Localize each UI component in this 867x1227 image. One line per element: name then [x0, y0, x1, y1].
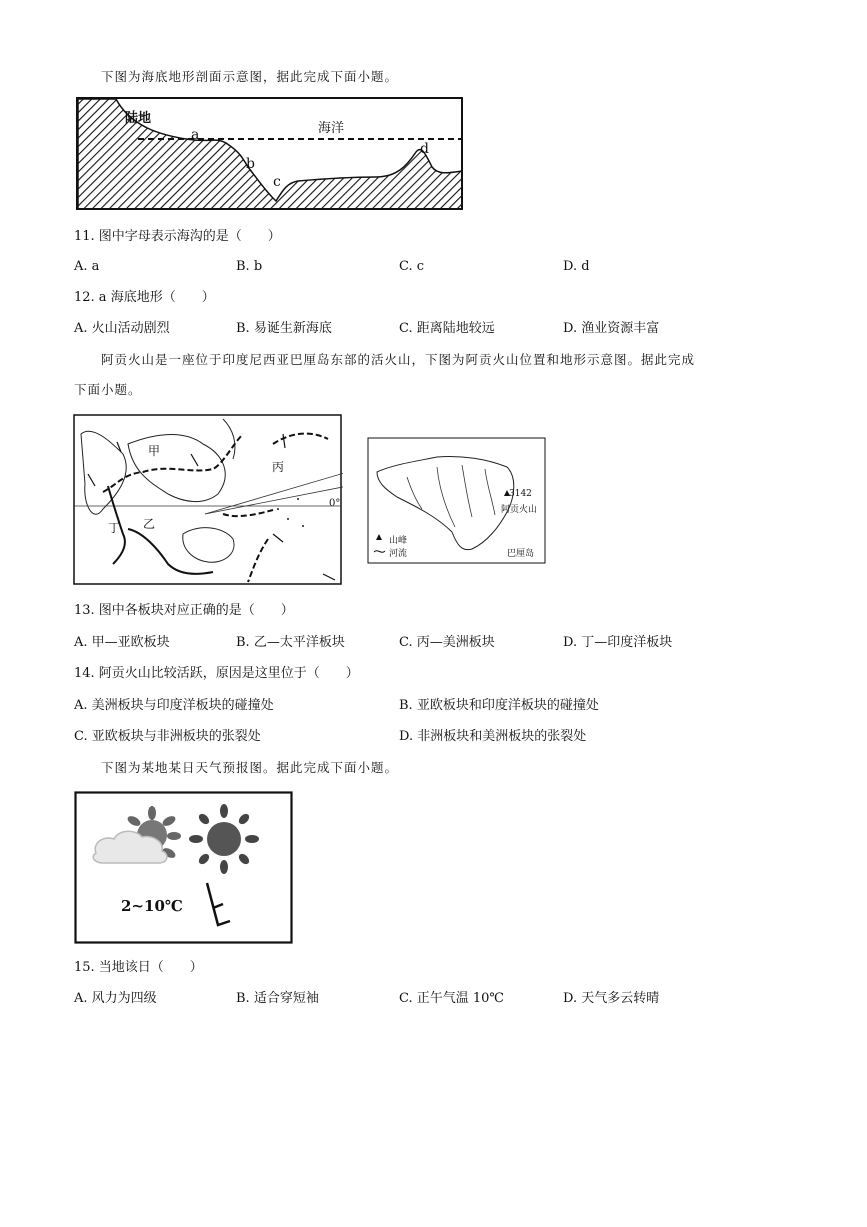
- peak-elevation: 3142: [509, 489, 532, 499]
- q13-option-a[interactable]: A. 甲—亚欧板块: [74, 635, 170, 650]
- q13-option-c[interactable]: C. 丙—美洲板块: [399, 635, 495, 650]
- legend-peak: 山峰: [389, 536, 408, 546]
- q11-stem: 11. 图中字母表示海沟的是（ ）: [74, 229, 281, 244]
- q11-option-c[interactable]: C. c: [399, 259, 425, 274]
- intro-text-1: 下图为海底地形剖面示意图，据此完成下面小题。: [101, 69, 399, 84]
- q11-option-d[interactable]: D. d: [563, 259, 590, 274]
- q13-option-d[interactable]: D. 丁—印度洋板块: [563, 635, 673, 650]
- q12-option-b[interactable]: B. 易诞生新海底: [236, 321, 332, 336]
- q15-stem: 15. 当地该日（ ）: [74, 960, 203, 975]
- q12-option-d[interactable]: D. 渔业资源丰富: [563, 321, 660, 336]
- q11-option-a[interactable]: A. a: [74, 259, 100, 274]
- volcano-label: 阿贡火山: [501, 505, 538, 515]
- q14-option-b[interactable]: B. 亚欧板块和印度洋板块的碰撞处: [399, 698, 599, 713]
- plate-label-jia: 甲: [148, 444, 161, 458]
- plate-map-figure: [73, 414, 343, 586]
- q14-option-a[interactable]: A. 美洲板块与印度洋板块的碰撞处: [74, 698, 274, 713]
- island-label: 巴厘岛: [507, 549, 535, 559]
- q13-option-b[interactable]: B. 乙—太平洋板块: [236, 635, 345, 650]
- plate-label-yi: 乙: [143, 517, 156, 531]
- legend-river: 河流: [389, 549, 408, 559]
- intro-text-3: 下图为某地某日天气预报图。据此完成下面小题。: [101, 760, 399, 775]
- equator-label: 0°: [329, 498, 341, 509]
- q14-option-d[interactable]: D. 非洲板块和美洲板块的张裂处: [399, 729, 587, 744]
- label-b: b: [246, 156, 255, 172]
- q15-option-d[interactable]: D. 天气多云转晴: [563, 991, 660, 1006]
- q15-option-b[interactable]: B. 适合穿短袖: [236, 991, 319, 1006]
- q12-option-c[interactable]: C. 距离陆地较远: [399, 321, 495, 336]
- label-d: d: [420, 141, 429, 157]
- weather-forecast-figure: [74, 791, 293, 944]
- plate-label-ding: 丁: [108, 521, 121, 535]
- q11-option-b[interactable]: B. b: [236, 259, 263, 274]
- temperature-range: 2~10℃: [121, 897, 183, 915]
- q14-stem: 14. 阿贡火山比较活跃，原因是这里位于（ ）: [74, 666, 359, 681]
- q12-option-a[interactable]: A. 火山活动剧烈: [74, 321, 170, 336]
- q13-stem: 13. 图中各板块对应正确的是（ ）: [74, 603, 294, 618]
- q12-stem: 12. a 海底地形（ ）: [74, 290, 215, 305]
- ocean-label: 海洋: [318, 121, 345, 136]
- label-a: a: [191, 127, 200, 143]
- q15-option-c[interactable]: C. 正午气温 10℃: [399, 991, 504, 1006]
- plate-label-bing: 丙: [272, 460, 285, 474]
- land-label: 陆地: [125, 111, 152, 126]
- intro-text-2a: 阿贡火山是一座位于印度尼西亚巴厘岛东部的活火山，下图为阿贡火山位置和地形示意图。据此完成: [101, 352, 696, 367]
- intro-text-2b: 下面小题。: [74, 382, 142, 397]
- label-c: c: [273, 174, 281, 190]
- q15-option-a[interactable]: A. 风力为四级: [74, 991, 157, 1006]
- q14-option-c[interactable]: C. 亚欧板块与非洲板块的张裂处: [74, 729, 261, 744]
